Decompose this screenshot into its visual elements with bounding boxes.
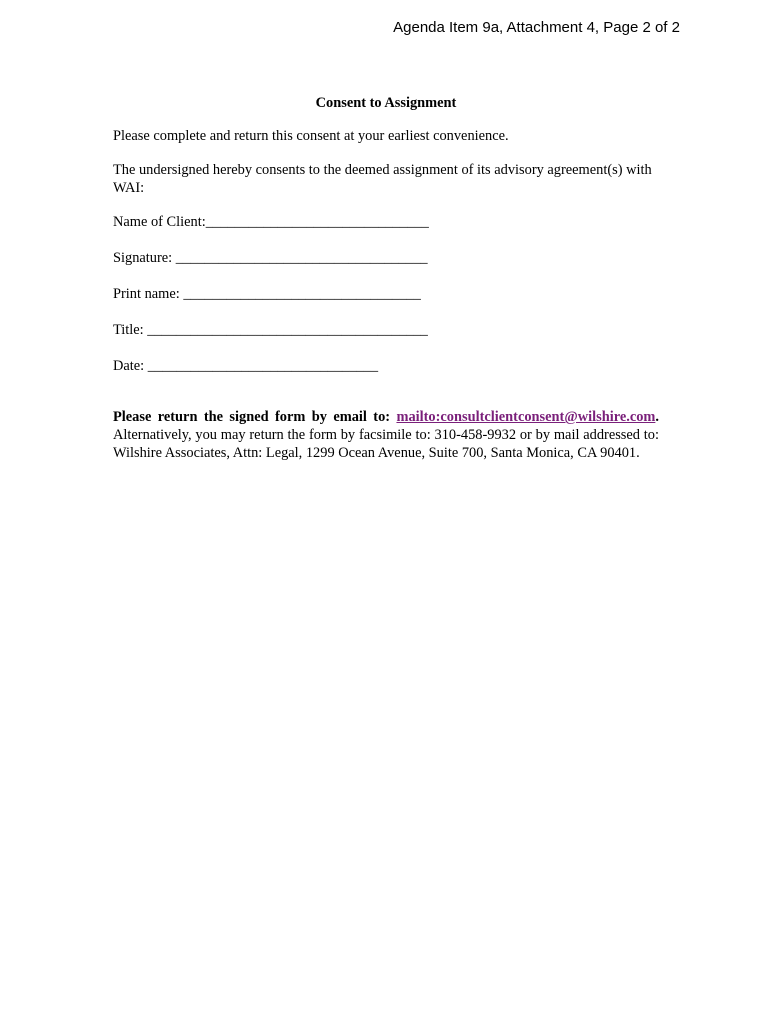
return-period: . bbox=[655, 409, 659, 425]
title-field: Title: _______________________________________ bbox=[113, 322, 428, 338]
return-lead: Please return the signed form by email to: bbox=[113, 409, 397, 425]
client-name-field: Name of Client:_______________________________ bbox=[113, 214, 429, 230]
return-alternative: Alternatively, you may return the form by facsimile to: 310-458-9932 or by mail addressed to: Wilshire Associates, Attn: Legal, 1299 Ocean Avenue, Suite 700, Santa Monica, CA 90401. bbox=[113, 427, 659, 461]
page-header-note: Agenda Item 9a, Attachment 4, Page 2 of 2 bbox=[393, 19, 680, 36]
email-link[interactable]: mailto:consultclientconsent@wilshire.com bbox=[396, 409, 656, 425]
return-instructions bbox=[113, 408, 659, 462]
consent-paragraph: The undersigned hereby consents to the deemed assignment of its advisory agreement(s) with WAI: bbox=[113, 162, 652, 196]
print-name-field: Print name: _________________________________ bbox=[113, 286, 421, 302]
signature-field: Signature: ___________________________________ bbox=[113, 250, 428, 266]
consent-form bbox=[113, 94, 659, 462]
form-title: Consent to Assignment bbox=[315, 95, 457, 111]
intro-paragraph: Please complete and return this consent at your earliest convenience. bbox=[113, 128, 509, 144]
date-field: Date: ________________________________ bbox=[113, 358, 379, 374]
